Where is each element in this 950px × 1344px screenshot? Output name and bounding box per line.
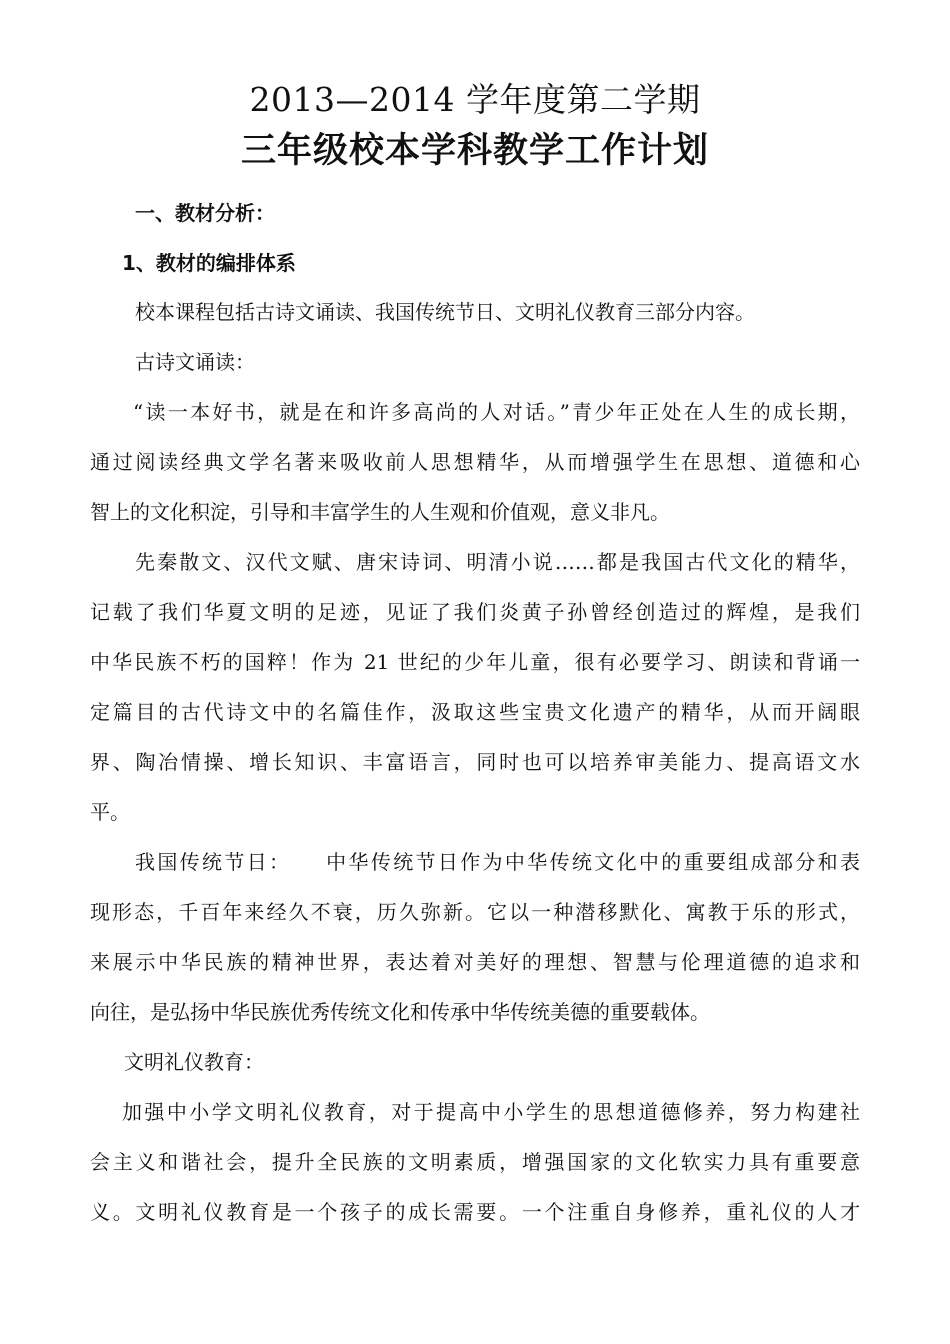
paragraph-line: 义。文明礼仪教育是一个孩子的成长需要。一个注重自身修养，重礼仪的人才: [90, 1200, 860, 1224]
paragraph-line: 记载了我们华夏文明的足迹，见证了我们炎黄子孙曾经创造过的辉煌，是我们: [90, 600, 860, 624]
paragraph-line: 界、陶冶情操、增长知识、丰富语言，同时也可以培养审美能力、提高语文水: [90, 750, 860, 774]
paragraph-line: 古诗文诵读：: [135, 350, 255, 374]
paragraph-line: 智上的文化积淀，引导和丰富学生的人生观和价值观，意义非凡。: [90, 500, 670, 524]
subsection-heading: 1、教材的编排体系: [122, 251, 296, 275]
paragraph-line: 通过阅读经典文学名著来吸收前人思想精华，从而增强学生在思想、道德和心: [90, 450, 860, 474]
paragraph-line: 现形态，千百年来经久不衰，历久弥新。它以一种潜移默化、寓教于乐的形式，: [90, 900, 860, 924]
paragraph-line: 加强中小学文明礼仪教育，对于提高中小学生的思想道德修养，努力构建社: [122, 1100, 860, 1124]
section-heading: 一、教材分析：: [135, 201, 275, 225]
paragraph-line: 来展示中华民族的精神世界，表达着对美好的理想、智慧与伦理道德的追求和: [90, 950, 860, 974]
paragraph-line: 中华民族不朽的国粹！作为 21 世纪的少年儿童，很有必要学习、朗读和背诵一: [90, 650, 860, 674]
paragraph-line: 我国传统节日： 中华传统节日作为中华传统文化中的重要组成部分和表: [135, 850, 860, 874]
document-title-main: 三年级校本学科教学工作计划: [240, 131, 709, 171]
paragraph-line: 定篇目的古代诗文中的名篇佳作，汲取这些宝贵文化遗产的精华，从而开阔眼: [90, 700, 860, 724]
paragraph-line: 向往，是弘扬中华民族优秀传统文化和传承中华传统美德的重要载体。: [90, 1000, 710, 1024]
document-title-year: 2013—2014 学年度第二学期: [249, 80, 701, 119]
paragraph-line: 先秦散文、汉代文赋、唐宋诗词、明清小说……都是我国古代文化的精华，: [135, 550, 860, 574]
paragraph-line: “读一本好书，就是在和许多高尚的人对话。”青少年正处在人生的成长期，: [133, 400, 860, 424]
paragraph-line: 平。: [90, 800, 130, 824]
paragraph-line: 会主义和谐社会，提升全民族的文明素质，增强国家的文化软实力具有重要意: [90, 1150, 860, 1174]
paragraph-line: 文明礼仪教育：: [124, 1050, 264, 1074]
paragraph-line: 校本课程包括古诗文诵读、我国传统节日、文明礼仪教育三部分内容。: [135, 300, 755, 324]
